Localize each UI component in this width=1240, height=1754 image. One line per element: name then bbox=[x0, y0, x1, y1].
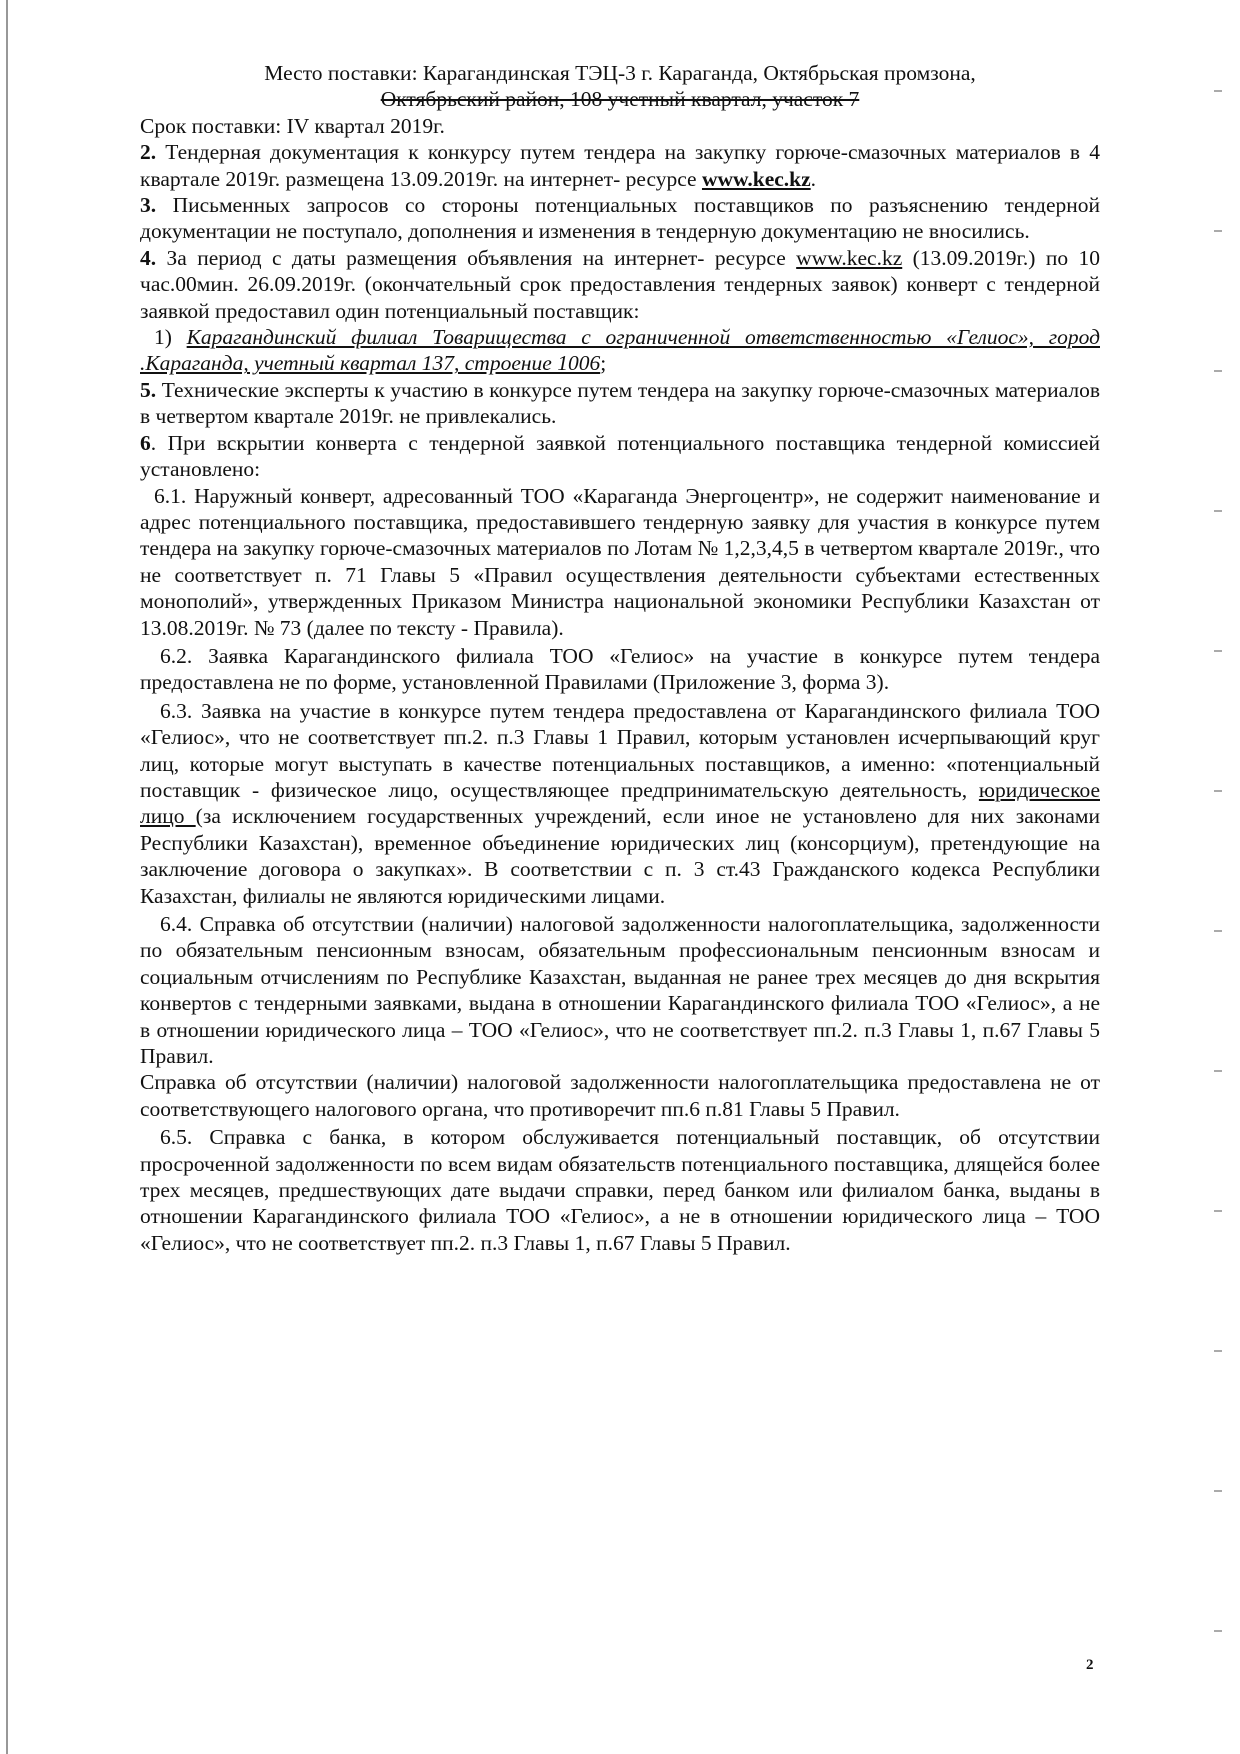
section-2 bbox=[140, 139, 1100, 192]
delivery-term: Срок поставки: IV квартал 2019г. bbox=[140, 113, 445, 138]
section-6-5: 6.5. Справка с банка, в котором обслуживается потенциальный поставщик, об отсутствии просроченной задолженности по всем видам обязательств потенциального поставщика, длящейся более трех месяцев, предшествующих дате выдачи справки, перед банком или филиалом банка, выданы в отношении Карагандинского филиала ТОО «Гелиос», а не в отношении юридического лица – ТОО «Гелиос», что не соответствует пп.2. п.3 Главы 1, п.67 Главы 5 Правил. bbox=[140, 1125, 1100, 1255]
section-number: 4. bbox=[140, 245, 157, 270]
section-4 bbox=[140, 245, 1100, 324]
section-text: 6.3. Заявка на участие в конкурсе путем тендера предоставлена от Карагандинского филиала ТОО «Гелиос», что не соответствует пп.2. п.3 Главы 1 Правил, которым установлен исчерпывающий круг лиц, которые могут выступать в качестве потенциальных поставщиков, а именно: «потенциальный поставщик - физическое лицо, осуществляющее предпринимательскую деятельность, bbox=[140, 698, 1100, 802]
section-text: Тендерная документация к конкурсу путем тендера на закупку горюче-смазочных материалов в 4 квартале 2019г. размещена 13.09.2019г. на интернет- ресурсе bbox=[140, 140, 1100, 191]
section-5 bbox=[140, 377, 1100, 430]
section-number: 6 bbox=[140, 430, 151, 455]
supplier-item-end: ; bbox=[600, 351, 607, 376]
scan-edge-marks bbox=[1214, 30, 1222, 1730]
website-link[interactable]: www.kec.kz bbox=[796, 245, 903, 270]
delivery-place-line: Место поставки: Карагандинская ТЭЦ-3 г. Караганда, Октябрьская промзона, bbox=[264, 61, 976, 85]
supplier-item-number: 1) bbox=[154, 325, 187, 350]
section-text: . При вскрытии конверта с тендерной заявкой потенциального поставщика тендерной комиссией установлено: bbox=[140, 430, 1100, 482]
section-6-4: 6.4. Справка об отсутствии (наличии) налоговой задолженности налогоплательщика, задолженности по обязательным пенсионным взносам, обязательным профессиональным пенсионным взносам и социальным отчислениям по Республике Казахстан, выданная не ранее трех месяцев до дня вскрытия конвертов с тендерными заявками, выдана в отношении Карагандинского филиала ТОО «Гелиос», а не в отношении юридического лица – ТОО «Гелиос», что не соответствует пп.2. п.3 Главы 1, п.67 Главы 5 Правил. bbox=[140, 912, 1100, 1069]
legal-entity-phrase: юридическое лицо bbox=[140, 777, 1100, 829]
section-6-3 bbox=[140, 698, 1100, 909]
section-6-1: 6.1. Наружный конверт, адресованный ТОО «Караганда Энергоцентр», не содержит наименование и адрес потенциального поставщика, предоставившего тендерную заявку для участия в конкурсе путем тендера на закупку горюче-смазочных материалов по Лотам № 1,2,3,4,5 в четвертом квартале 2019г., что не соответствует п. 71 Главы 5 «Правил осуществления деятельности субъектами естественных монополий», утвержденных Приказом Министра национальной экономики Республики Казахстан от 13.08.2019г. № 73 (далее по тексту - Правила). bbox=[140, 483, 1100, 640]
page-number: 2 bbox=[1086, 1657, 1094, 1673]
section-end: . bbox=[810, 166, 817, 191]
supplier-item bbox=[140, 324, 1100, 377]
section-text: (за исключением государственных учреждений, если иное не установлено для них законами Республики Казахстан), временное объединение юридических лиц (консорциум), претендующие на заключение договора о закупках». В соответствии с п. 3 ст.43 Гражданского кодекса Республики Казахстан, филиалы не являются юридическими лицами. bbox=[140, 804, 1100, 908]
section-6 bbox=[140, 430, 1100, 483]
delivery-place-line-2: Октябрьский район, 108 учетный квартал, участок 7 bbox=[380, 87, 860, 112]
section-6-2: 6.2. Заявка Карагандинского филиала ТОО «Гелиос» на участие в конкурсе путем тендера предоставлена не по форме, установленной Правилами (Приложение 3, форма 3). bbox=[140, 643, 1100, 695]
supplier-name: Карагандинский филиал Товарищества с ограниченной ответственностью «Гелиос», город .Караганда, учетный квартал 137, строение 1006 bbox=[140, 325, 1100, 376]
scan-margin-line bbox=[6, 0, 8, 1754]
section-text: (13.09.2019г.) по 10 час.00мин. 26.09.2019г. (окончательный срок предоставления тендерных заявок) конверт с тендерной заявкой предоставил один потенциальный поставщик: bbox=[140, 245, 1101, 323]
section-6-4-continued: Справка об отсутствии (наличии) налоговой задолженности налогоплательщика предоставлена не от соответствующего налогового органа, что противоречит пп.6 п.81 Главы 5 Правил. bbox=[140, 1070, 1100, 1121]
section-text: Письменных запросов со стороны потенциальных поставщиков по разъяснению тендерной документации не поступало, дополнения и изменения в тендерную документацию не вносились. bbox=[140, 193, 1100, 244]
section-text: Технические эксперты к участию в конкурсе путем тендера на закупку горюче-смазочных материалов в четвертом квартале 2019г. не привлекались. bbox=[140, 377, 1100, 429]
document-body bbox=[140, 60, 1100, 1256]
section-number: 5. bbox=[140, 377, 157, 402]
website-link[interactable]: www.kec.kz bbox=[701, 166, 811, 191]
section-text: За период с даты размещения объявления на интернет- ресурсе bbox=[156, 245, 797, 270]
section-3 bbox=[140, 192, 1100, 245]
section-number: 3. bbox=[140, 193, 157, 218]
section-number: 2. bbox=[140, 140, 157, 165]
